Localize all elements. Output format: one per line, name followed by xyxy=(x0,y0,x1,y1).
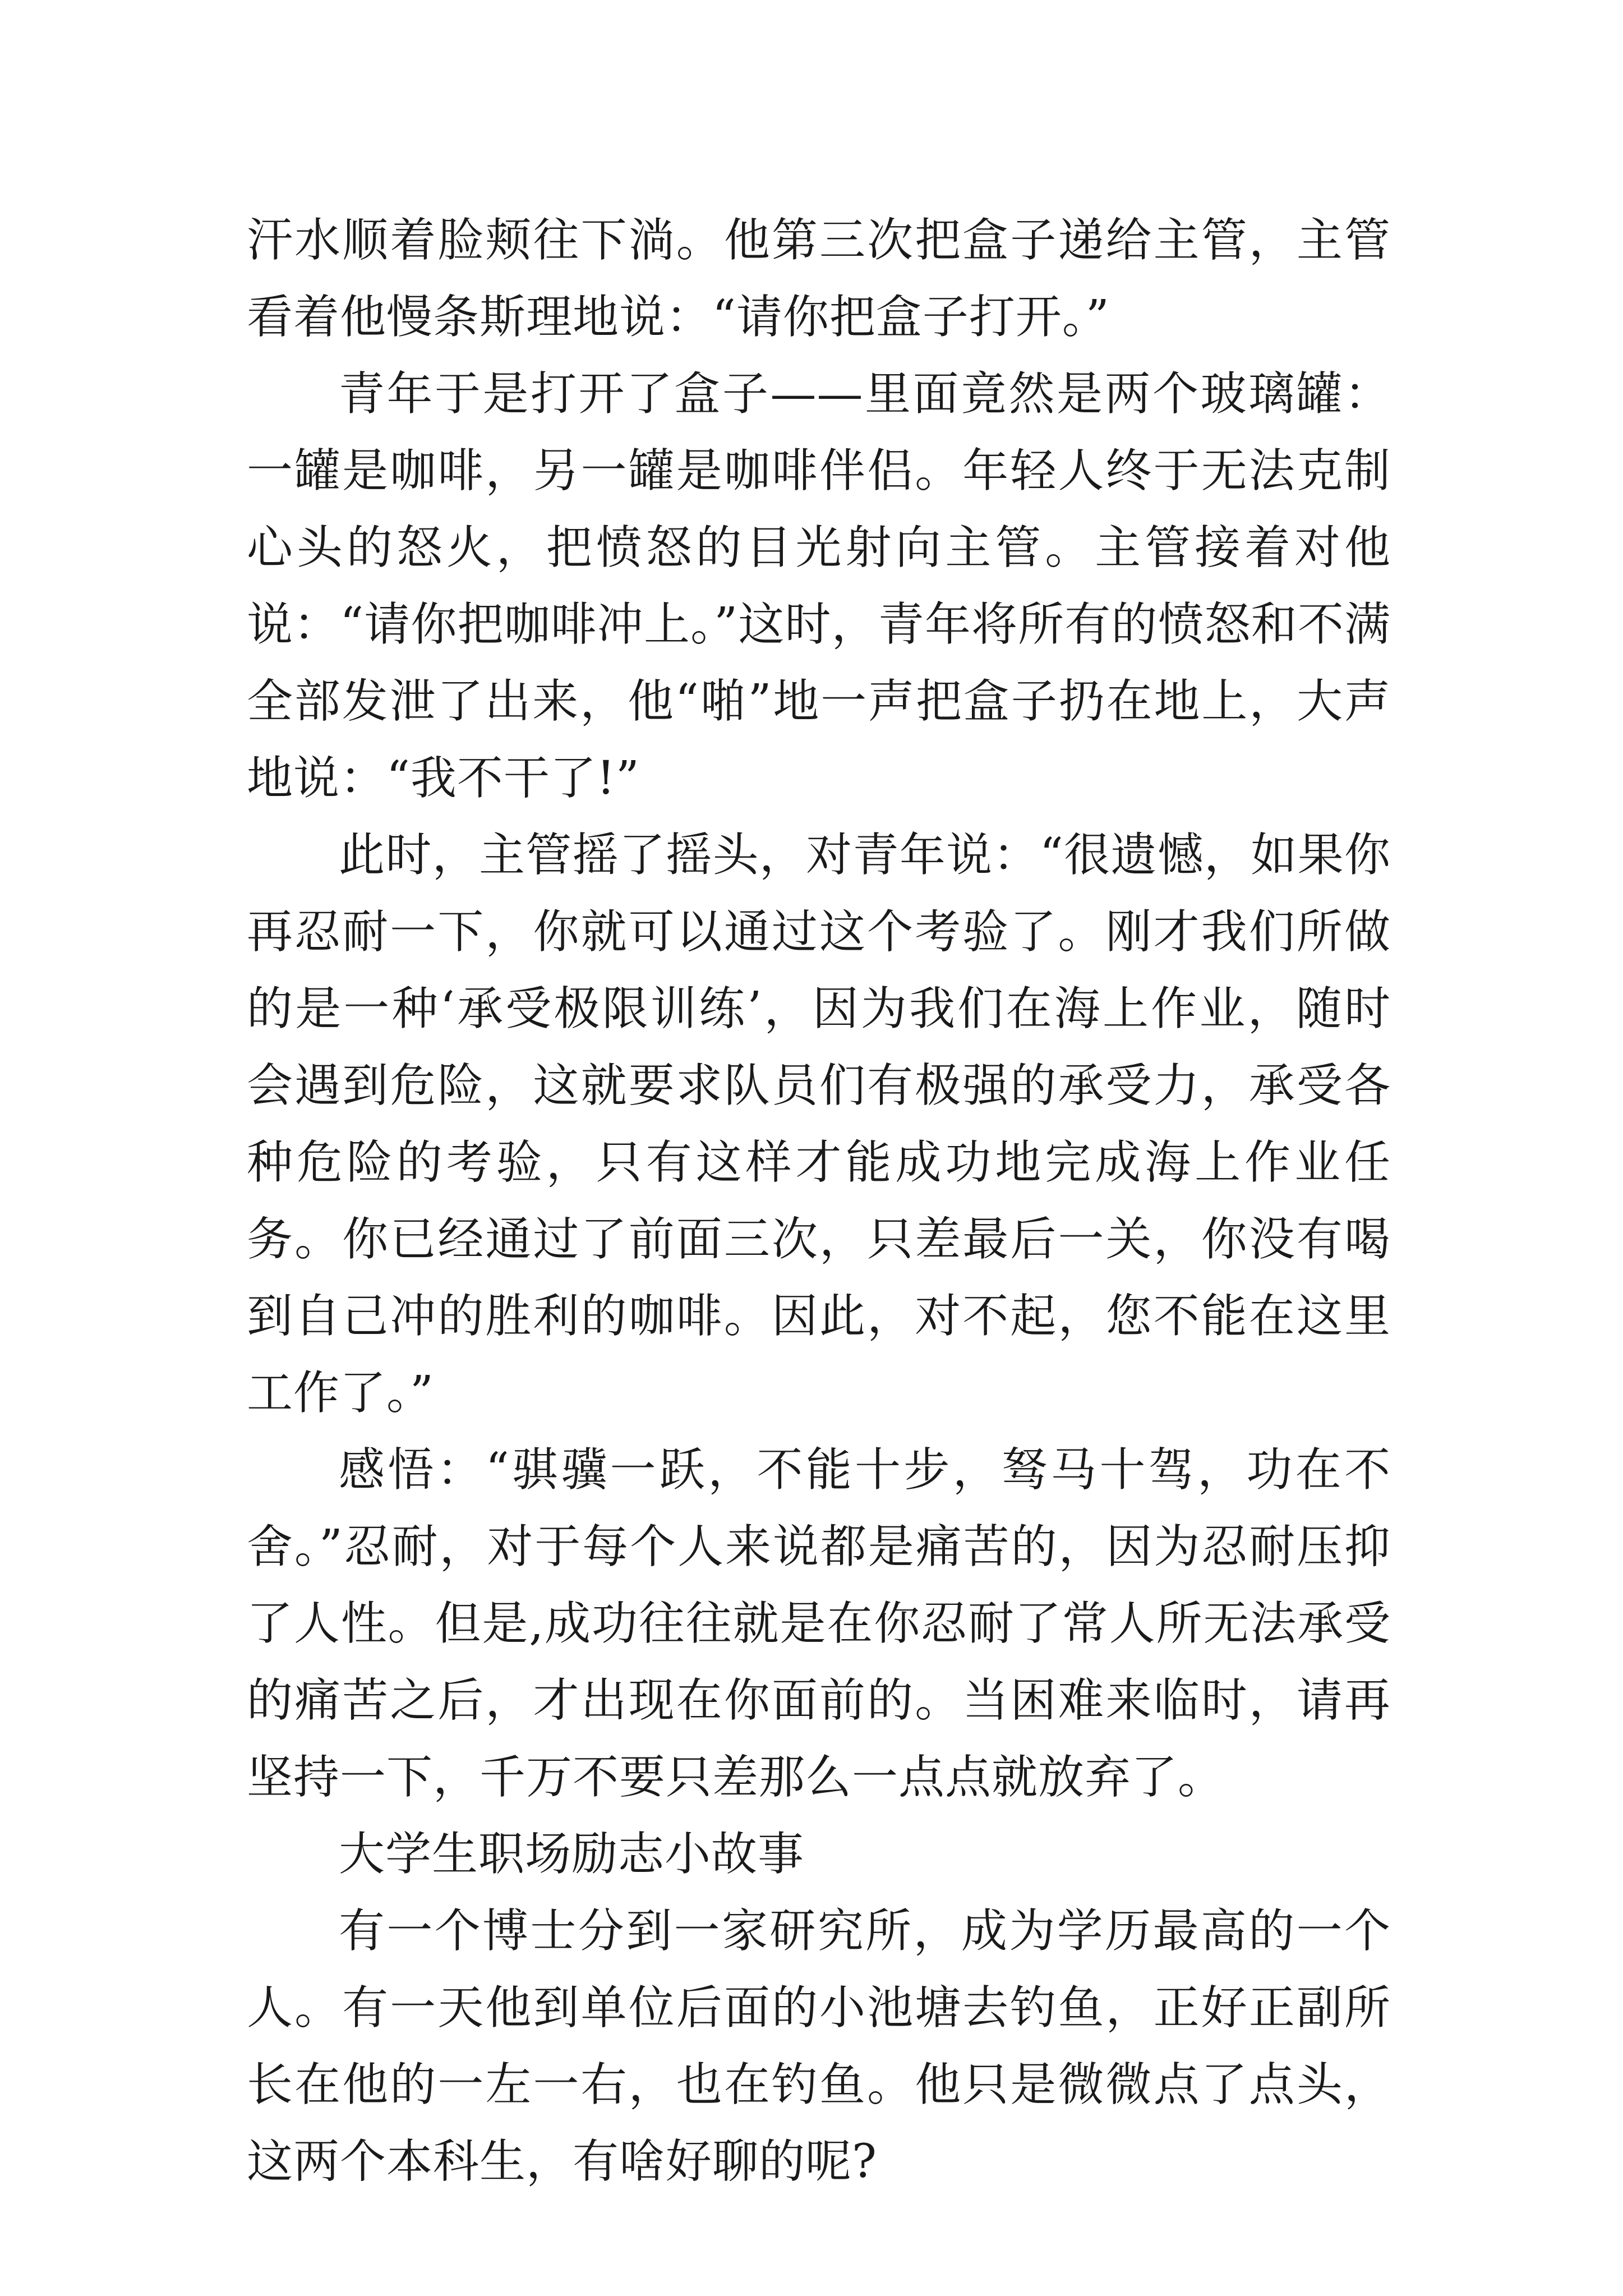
paragraph-4: 感悟：“骐骥一跃，不能十步，驽马十驾，功在不舍。”忍耐，对于每个人来说都是痛苦的，因为忍耐压抑了人性。但是,成功往往就是在你忍耐了常人所无法承受的痛苦之后，才出现在你面前的。当困难来临时，请再坚持一下，千万不要只差那么一点点就放弃了。 xyxy=(247,1443,1391,1804)
paragraph-1: 汗水顺着脸颊往下淌。他第三次把盒子递给主管，主管看着他慢条斯理地说：“请你把盒子打开。” xyxy=(247,214,1391,344)
paragraph-6: 有一个博士分到一家研究所，成为学历最高的一个人。有一天他到单位后面的小池塘去钓鱼，正好正副所长在他的一左一右，也在钓鱼。他只是微微点了点头，这两个本科生，有啥好聊的呢? xyxy=(247,1904,1391,2188)
section-heading: 大学生职场励志小故事 xyxy=(339,1828,805,1881)
document-body xyxy=(247,202,1391,2200)
paragraph-2: 青年于是打开了盒子——里面竟然是两个玻璃罐：一罐是咖啡，另一罐是咖啡伴侣。年轻人终于无法克制心头的怒火，把愤怒的目光射向主管。主管接着对他说：“请你把咖啡冲上。”这时，青年将所有的愤怒和不满全部发泄了出来，他“啪”地一声把盒子扔在地上，大声地说：“我不干了!” xyxy=(247,367,1391,805)
paragraph-3: 此时，主管摇了摇头，对青年说：“很遗憾，如果你再忍耐一下，你就可以通过这个考验了。刚才我们所做的是一种‘承受极限训练’，因为我们在海上作业，随时会遇到危险，这就要求队员们有极强的承受力，承受各种危险的考验，只有这样才能成功地完成海上作业任务。你已经通过了前面三次，只差最后一关，你没有喝到自己冲的胜利的咖啡。因此，对不起，您不能在这里工作了。” xyxy=(247,829,1391,1420)
